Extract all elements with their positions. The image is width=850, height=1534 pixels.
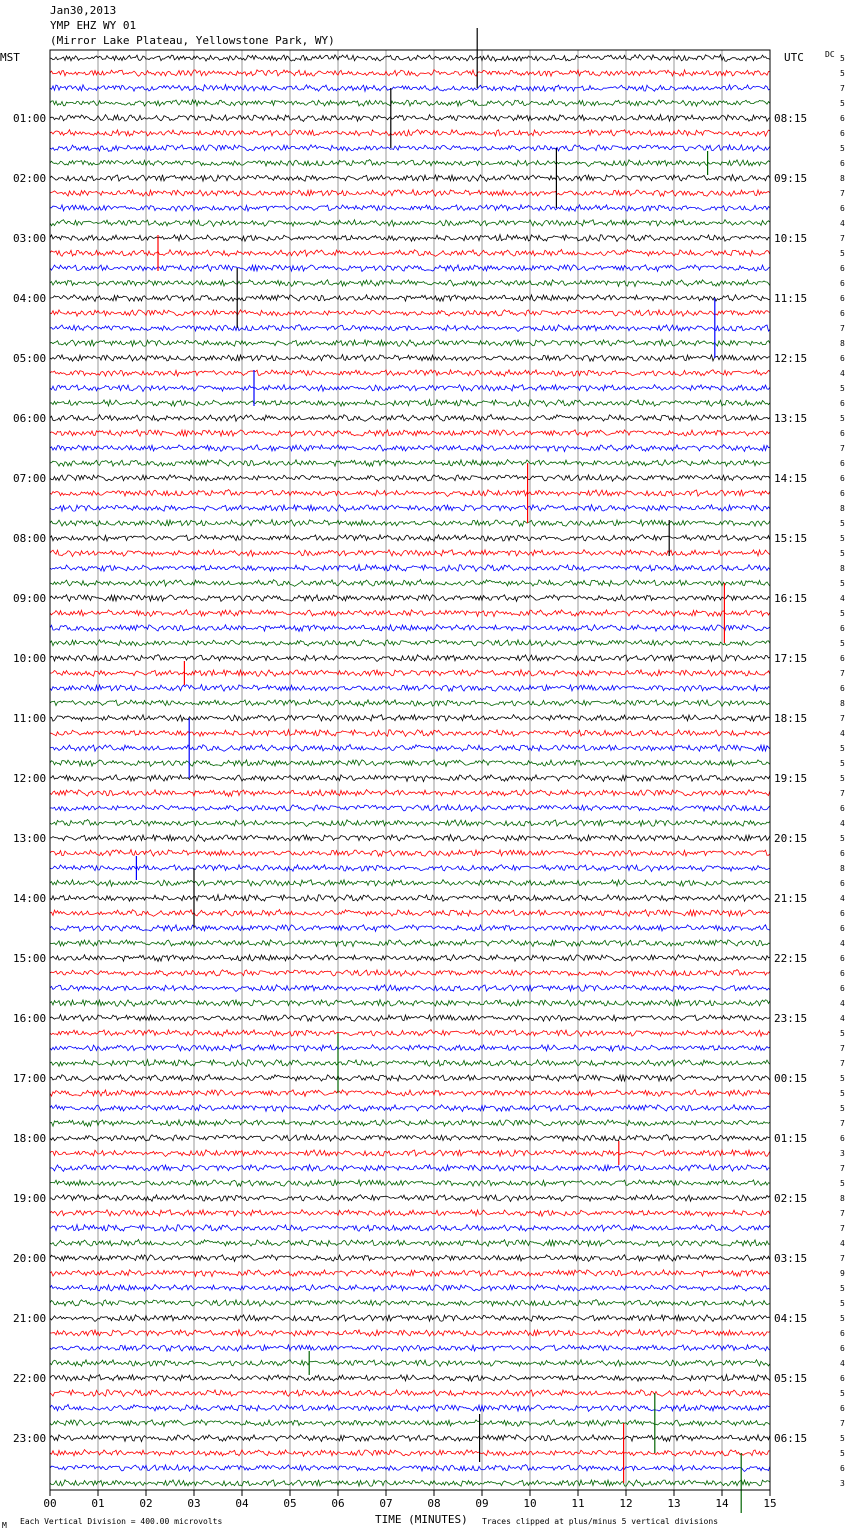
utc-hour-label: 17:15 [774,652,808,665]
dc-offset-value: 7 [840,1164,845,1173]
trace-row [50,1465,770,1472]
dc-offset-value: 8 [840,1194,845,1203]
dc-offset-value: 3 [840,1479,845,1488]
utc-hour-label: 15:15 [774,532,808,545]
x-tick-label: 06 [331,1497,345,1510]
dc-offset-value: 5 [840,1449,845,1458]
utc-hour-label: 09:15 [774,172,808,185]
trace-row [50,1270,770,1277]
dc-offset-value: 6 [840,1134,845,1143]
trace-row [50,700,770,707]
trace-row [50,970,770,977]
mst-hour-label: 11:00 [13,712,47,725]
trace-row [50,625,770,632]
mst-hour-label: 10:00 [13,652,47,665]
trace-row [50,400,770,407]
trace-row [50,175,770,182]
mst-hour-label: 20:00 [13,1252,47,1265]
dc-offset-value: 4 [840,594,845,603]
trace-row [50,85,770,92]
dc-offset-value: 6 [840,924,845,933]
dc-offset-value: 6 [840,309,845,318]
mst-hour-label: 02:00 [13,172,47,185]
utc-hour-label: 18:15 [774,712,808,725]
utc-hour-label: 05:15 [774,1372,808,1385]
x-tick-label: 12 [619,1497,633,1510]
header-station: YMP EHZ WY 01 [50,19,137,32]
trace-row [50,100,770,107]
x-tick-label: 08 [427,1497,441,1510]
trace-row [50,835,770,842]
dc-offset-value: 7 [840,669,845,678]
dc-offset-value: 4 [840,1359,845,1368]
mst-hour-label: 16:00 [13,1012,47,1025]
dc-offset-value: 7 [840,189,845,198]
utc-hour-label: 14:15 [774,472,808,485]
trace-row [50,355,770,362]
dc-offset-value: 8 [840,339,845,348]
mst-hour-label: 06:00 [13,412,47,425]
trace-row [50,1225,770,1232]
dc-offset-value: 6 [840,624,845,633]
dc-offset-value: 6 [840,159,845,168]
dc-offset-value: 6 [840,969,845,978]
x-axis-label: TIME (MINUTES) [375,1513,468,1526]
dc-offset-value: 5 [840,1284,845,1293]
utc-hour-label: 21:15 [774,892,808,905]
dc-offset-value: 5 [840,1089,845,1098]
dc-offset-value: 5 [840,1299,845,1308]
trace-row [50,670,770,677]
dc-offset-value: 7 [840,1119,845,1128]
trace-row [50,595,770,602]
trace-row [50,820,770,827]
trace-row [50,1150,770,1157]
trace-row [50,895,770,902]
dc-offset-value: 8 [840,864,845,873]
dc-offset-value: 6 [840,474,845,483]
dc-offset-value: 5 [840,1389,845,1398]
header-date: Jan30,2013 [50,4,117,17]
dc-offset-value: 6 [840,1374,845,1383]
dc-offset-value: 5 [840,1074,845,1083]
mst-hour-label: 18:00 [13,1132,47,1145]
dc-offset-value: 8 [840,174,845,183]
trace-row [50,205,770,211]
header-location: (Mirror Lake Plateau, Yellowstone Park, WY) [50,34,335,47]
dc-offset-value: 5 [840,744,845,753]
dc-offset-value: 6 [840,204,845,213]
x-tick-label: 02 [139,1497,153,1510]
trace-row [50,415,770,422]
trace-row [50,790,770,797]
dc-offset-value: 7 [840,1254,845,1263]
trace-row [50,475,770,481]
trace-row [50,1450,770,1457]
x-tick-label: 10 [523,1497,537,1510]
x-tick-label: 13 [667,1497,681,1510]
utc-hour-label: 06:15 [774,1432,808,1445]
trace-row [50,1285,770,1292]
trace-row [50,565,770,572]
dc-offset-value: 4 [840,894,845,903]
dc-offset-value: 6 [840,849,845,858]
trace-row [50,1105,770,1112]
dc-offset-value: 6 [840,879,845,888]
x-tick-label: 03 [187,1497,201,1510]
mst-hour-label: 07:00 [13,472,47,485]
utc-hour-label: 03:15 [774,1252,808,1265]
x-tick-label: 15 [763,1497,777,1510]
dc-offset-value: 7 [840,444,845,453]
trace-row [50,145,770,152]
trace-row [50,430,770,437]
dc-offset-value: 6 [840,489,845,498]
trace-row [50,880,770,887]
trace-row [50,505,770,512]
trace-row [50,1180,770,1186]
mst-hour-label: 15:00 [13,952,47,965]
utc-hour-label: 20:15 [774,832,808,845]
trace-row [50,745,770,752]
dc-offset-value: 6 [840,294,845,303]
dc-offset-value: 5 [840,1104,845,1113]
x-tick-label: 07 [379,1497,393,1510]
dc-offset-value: 5 [840,639,845,648]
utc-hour-label: 16:15 [774,592,808,605]
dc-offset-value: 6 [840,1344,845,1353]
trace-row [50,925,770,932]
trace-row [50,1030,770,1037]
mst-hour-label: 13:00 [13,832,47,845]
dc-offset-value: 6 [840,399,845,408]
trace-row [50,1330,770,1337]
trace-row [50,445,770,452]
trace-row [50,730,770,737]
dc-offset-value: 8 [840,699,845,708]
mst-hour-label: 14:00 [13,892,47,905]
mst-hour-label: 08:00 [13,532,47,545]
dc-offset-value: 4 [840,939,845,948]
trace-row [50,460,770,467]
dc-offset-value: 7 [840,714,845,723]
trace-row [50,1360,770,1367]
trace-row [50,640,770,646]
dc-offset-value: 7 [840,324,845,333]
utc-hour-label: 22:15 [774,952,808,965]
dc-offset-value: 8 [840,504,845,513]
dc-offset-value: 5 [840,384,845,393]
trace-row [50,1000,770,1007]
dc-offset-value: 6 [840,354,845,363]
utc-hour-label: 13:15 [774,412,808,425]
trace-row [50,1255,770,1262]
dc-offset-value: 5 [840,249,845,258]
dc-offset-value: 4 [840,219,845,228]
corner-mark: M [2,1521,7,1530]
dc-offset-value: 6 [840,264,845,273]
trace-row [50,490,770,497]
trace-row [50,1120,770,1127]
dc-offset-value: 6 [840,909,845,918]
trace-row [50,1060,770,1067]
utc-hour-label: 04:15 [774,1312,808,1325]
trace-row [50,910,770,917]
dc-offset-value: 5 [840,834,845,843]
trace-row [50,280,770,287]
dc-offset-value: 4 [840,369,845,378]
dc-offset-value: 5 [840,99,845,108]
dc-offset-value: 4 [840,1014,845,1023]
trace-row [50,1390,770,1397]
trace-row [50,55,770,62]
dc-offset-value: 4 [840,999,845,1008]
trace-row [50,325,770,332]
trace-row [50,190,770,197]
trace-row [50,220,770,227]
dc-offset-value: 9 [840,1269,845,1278]
dc-offset-value: 7 [840,1044,845,1053]
trace-row [50,535,770,541]
utc-hour-label: 11:15 [774,292,808,305]
trace-row [50,550,770,557]
dc-offset-value: 6 [840,114,845,123]
dc-offset-value: 5 [840,144,845,153]
mst-hour-label: 21:00 [13,1312,47,1325]
dc-offset-value: 4 [840,819,845,828]
dc-offset-value: 6 [840,459,845,468]
utc-hour-label: 00:15 [774,1072,808,1085]
dc-offset-value: 6 [840,984,845,993]
dc-offset-value: 5 [840,1179,845,1188]
dc-offset-value: 5 [840,1029,845,1038]
mst-hour-label: 17:00 [13,1072,47,1085]
dc-offset-value: 4 [840,729,845,738]
x-tick-label: 05 [283,1497,297,1510]
trace-row [50,760,770,767]
trace-row [50,1210,770,1217]
dc-offset-value: 7 [840,234,845,243]
dc-offset-value: 5 [840,69,845,78]
dc-offset-value: 5 [840,1434,845,1443]
trace-row [50,1375,770,1382]
trace-row [50,865,770,872]
trace-row [50,610,770,617]
mst-hour-label: 05:00 [13,352,47,365]
trace-row [50,1345,770,1351]
trace-row [50,655,770,662]
dc-offset-value: 7 [840,789,845,798]
trace-row [50,1240,770,1247]
dc-offset-value: 5 [840,414,845,423]
trace-row [50,1435,770,1442]
dc-offset-value: 3 [840,1149,845,1158]
trace-row [50,340,770,347]
trace-row [50,1165,770,1172]
dc-offset-value: 7 [840,1419,845,1428]
utc-axis-title: UTC [784,51,804,64]
dc-offset-value: 6 [840,129,845,138]
trace-row [50,580,770,587]
dc-column-title: DC [825,50,835,59]
trace-row [50,805,770,811]
trace-row [50,310,770,316]
dc-offset-value: 5 [840,609,845,618]
dc-offset-value: 5 [840,549,845,558]
trace-row [50,940,770,947]
utc-hour-label: 08:15 [774,112,808,125]
dc-offset-value: 4 [840,1239,845,1248]
dc-offset-value: 6 [840,279,845,288]
mst-hour-label: 23:00 [13,1432,47,1445]
trace-row [50,850,770,857]
utc-hour-label: 19:15 [774,772,808,785]
mst-hour-label: 01:00 [13,112,47,125]
trace-row [50,1090,770,1097]
x-tick-label: 14 [715,1497,729,1510]
x-tick-label: 11 [571,1497,585,1510]
trace-row [50,1015,770,1022]
trace-row [50,160,770,167]
mst-hour-label: 04:00 [13,292,47,305]
x-tick-label: 09 [475,1497,489,1510]
trace-row [50,1045,770,1052]
dc-offset-value: 7 [840,84,845,93]
x-tick-label: 01 [91,1497,105,1510]
dc-offset-value: 5 [840,54,845,63]
trace-row [50,1195,770,1202]
dc-offset-value: 5 [840,774,845,783]
trace-row [50,1405,770,1412]
x-tick-label: 04 [235,1497,249,1510]
dc-offset-value: 7 [840,1209,845,1218]
mst-hour-label: 19:00 [13,1192,47,1205]
dc-offset-value: 6 [840,804,845,813]
dc-offset-value: 6 [840,1404,845,1413]
trace-row [50,715,770,722]
dc-offset-value: 6 [840,1464,845,1473]
mst-hour-label: 03:00 [13,232,47,245]
utc-hour-label: 23:15 [774,1012,808,1025]
mst-hour-label: 22:00 [13,1372,47,1385]
dc-offset-value: 7 [840,1059,845,1068]
footer-scale: Each Vertical Division = 400.00 microvolts [20,1517,223,1526]
dc-offset-value: 5 [840,579,845,588]
dc-offset-value: 5 [840,534,845,543]
dc-offset-value: 7 [840,1224,845,1233]
trace-row [50,955,770,962]
mst-hour-label: 09:00 [13,592,47,605]
dc-offset-value: 6 [840,954,845,963]
trace-row [50,985,770,992]
trace-row [50,1315,770,1322]
dc-offset-value: 5 [840,1314,845,1323]
trace-row [50,295,770,302]
x-tick-label: 00 [43,1497,57,1510]
utc-hour-label: 10:15 [774,232,808,245]
trace-row [50,775,770,782]
dc-offset-value: 5 [840,519,845,528]
trace-row [50,70,770,77]
utc-hour-label: 02:15 [774,1192,808,1205]
trace-row [50,520,770,527]
trace-row [50,1420,770,1427]
footer-clip-note: Traces clipped at plus/minus 5 vertical divisions [482,1517,719,1526]
utc-hour-label: 01:15 [774,1132,808,1145]
dc-offset-value: 5 [840,759,845,768]
dc-offset-value: 6 [840,654,845,663]
dc-offset-value: 6 [840,429,845,438]
dc-offset-value: 8 [840,564,845,573]
trace-row [50,1075,770,1082]
mst-hour-label: 12:00 [13,772,47,785]
trace-row [50,115,770,122]
mst-axis-title: MST [0,51,20,64]
trace-row [50,1480,770,1487]
dc-offset-value: 6 [840,1329,845,1338]
trace-row [50,1135,770,1142]
trace-row [50,385,770,392]
utc-hour-label: 12:15 [774,352,808,365]
trace-row [50,370,770,376]
trace-row [50,130,770,136]
dc-offset-value: 6 [840,684,845,693]
trace-row [50,685,770,692]
trace-row [50,1300,770,1307]
